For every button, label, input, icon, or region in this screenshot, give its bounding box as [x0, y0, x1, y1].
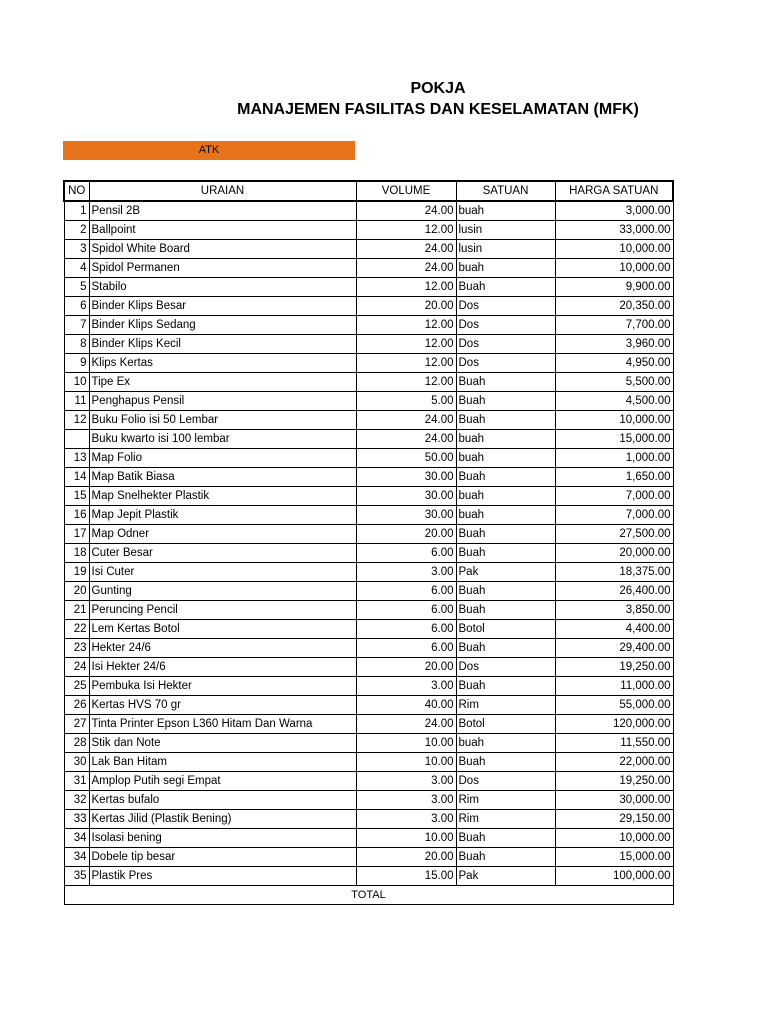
- table-row: [64, 791, 673, 810]
- row-no: 7: [64, 316, 89, 335]
- row-uraian: Spidol Permanen: [89, 259, 356, 278]
- row-no: 27: [64, 715, 89, 734]
- row-uraian: Buku Folio isi 50 Lembar: [89, 411, 356, 430]
- row-satuan: buah: [456, 487, 555, 506]
- row-harga-satuan: 7,000.00: [555, 487, 673, 506]
- row-harga-satuan: 7,700.00: [555, 316, 673, 335]
- row-uraian: Lak Ban Hitam: [89, 753, 356, 772]
- row-no: 30: [64, 753, 89, 772]
- table-row: [64, 373, 673, 392]
- row-satuan: Dos: [456, 297, 555, 316]
- section-label-atk: ATK: [63, 141, 355, 160]
- row-no: 22: [64, 620, 89, 639]
- row-no: [64, 430, 89, 449]
- row-satuan: Buah: [456, 468, 555, 487]
- row-volume: 6.00: [356, 620, 456, 639]
- row-no: 3: [64, 240, 89, 259]
- row-harga-satuan: 1,000.00: [555, 449, 673, 468]
- table-row: [64, 639, 673, 658]
- row-uraian: Spidol White Board: [89, 240, 356, 259]
- row-volume: 3.00: [356, 810, 456, 829]
- table-row: [64, 201, 673, 221]
- row-harga-satuan: 27,500.00: [555, 525, 673, 544]
- table-row: [64, 582, 673, 601]
- row-harga-satuan: 4,500.00: [555, 392, 673, 411]
- row-volume: 6.00: [356, 582, 456, 601]
- row-volume: 20.00: [356, 525, 456, 544]
- row-satuan: Buah: [456, 639, 555, 658]
- row-uraian: Isi Cuter: [89, 563, 356, 582]
- row-no: 18: [64, 544, 89, 563]
- row-volume: 15.00: [356, 867, 456, 886]
- header-satuan: SATUAN: [456, 181, 555, 201]
- row-volume: 24.00: [356, 411, 456, 430]
- row-harga-satuan: 10,000.00: [555, 829, 673, 848]
- table-row: [64, 848, 673, 867]
- row-no: 21: [64, 601, 89, 620]
- table-row: [64, 658, 673, 677]
- table-row: [64, 316, 673, 335]
- row-volume: 24.00: [356, 259, 456, 278]
- header-uraian: URAIAN: [89, 181, 356, 201]
- row-uraian: Penghapus Pensil: [89, 392, 356, 411]
- row-volume: 20.00: [356, 658, 456, 677]
- table-row: [64, 525, 673, 544]
- row-harga-satuan: 100,000.00: [555, 867, 673, 886]
- row-volume: 24.00: [356, 715, 456, 734]
- row-volume: 20.00: [356, 848, 456, 867]
- row-satuan: Buah: [456, 411, 555, 430]
- row-uraian: Map Odner: [89, 525, 356, 544]
- row-volume: 20.00: [356, 297, 456, 316]
- row-satuan: Buah: [456, 753, 555, 772]
- row-no: 8: [64, 335, 89, 354]
- row-uraian: Dobele tip besar: [89, 848, 356, 867]
- table-row: [64, 487, 673, 506]
- row-harga-satuan: 10,000.00: [555, 240, 673, 259]
- row-satuan: Dos: [456, 658, 555, 677]
- row-harga-satuan: 18,375.00: [555, 563, 673, 582]
- row-volume: 3.00: [356, 791, 456, 810]
- table-row: [64, 506, 673, 525]
- row-no: 10: [64, 373, 89, 392]
- row-satuan: buah: [456, 201, 555, 221]
- table-row: [64, 810, 673, 829]
- row-harga-satuan: 33,000.00: [555, 221, 673, 240]
- row-harga-satuan: 26,400.00: [555, 582, 673, 601]
- row-no: 34: [64, 848, 89, 867]
- row-no: 20: [64, 582, 89, 601]
- row-satuan: Buah: [456, 677, 555, 696]
- row-volume: 10.00: [356, 734, 456, 753]
- row-satuan: Buah: [456, 601, 555, 620]
- row-harga-satuan: 10,000.00: [555, 411, 673, 430]
- row-harga-satuan: 4,950.00: [555, 354, 673, 373]
- header-volume: VOLUME: [356, 181, 456, 201]
- table-row: [64, 544, 673, 563]
- row-harga-satuan: 29,400.00: [555, 639, 673, 658]
- table-row: [64, 354, 673, 373]
- row-volume: 12.00: [356, 373, 456, 392]
- header-harga-satuan: HARGA SATUAN: [555, 181, 673, 201]
- row-satuan: Buah: [456, 373, 555, 392]
- table-row: [64, 240, 673, 259]
- row-volume: 3.00: [356, 563, 456, 582]
- row-no: 11: [64, 392, 89, 411]
- row-harga-satuan: 120,000.00: [555, 715, 673, 734]
- row-volume: 24.00: [356, 240, 456, 259]
- row-no: 19: [64, 563, 89, 582]
- row-harga-satuan: 22,000.00: [555, 753, 673, 772]
- row-volume: 30.00: [356, 487, 456, 506]
- row-no: 12: [64, 411, 89, 430]
- row-uraian: Map Jepit Plastik: [89, 506, 356, 525]
- row-harga-satuan: 1,650.00: [555, 468, 673, 487]
- row-harga-satuan: 4,400.00: [555, 620, 673, 639]
- row-uraian: Kertas Jilid (Plastik Bening): [89, 810, 356, 829]
- table-row: [64, 430, 673, 449]
- row-harga-satuan: 30,000.00: [555, 791, 673, 810]
- row-harga-satuan: 3,850.00: [555, 601, 673, 620]
- row-uraian: Tipe Ex: [89, 373, 356, 392]
- total-label: TOTAL: [64, 886, 673, 905]
- row-no: 23: [64, 639, 89, 658]
- row-no: 17: [64, 525, 89, 544]
- row-satuan: buah: [456, 449, 555, 468]
- table-body: [64, 201, 673, 886]
- row-volume: 6.00: [356, 544, 456, 563]
- row-satuan: Rim: [456, 810, 555, 829]
- row-satuan: lusin: [456, 221, 555, 240]
- table-row: [64, 601, 673, 620]
- row-harga-satuan: 10,000.00: [555, 259, 673, 278]
- row-harga-satuan: 11,000.00: [555, 677, 673, 696]
- row-no: 15: [64, 487, 89, 506]
- table-row: [64, 392, 673, 411]
- row-satuan: Buah: [456, 278, 555, 297]
- row-satuan: Buah: [456, 525, 555, 544]
- row-no: 16: [64, 506, 89, 525]
- row-volume: 30.00: [356, 468, 456, 487]
- row-uraian: Map Batik Biasa: [89, 468, 356, 487]
- row-volume: 24.00: [356, 430, 456, 449]
- row-volume: 30.00: [356, 506, 456, 525]
- row-volume: 10.00: [356, 829, 456, 848]
- row-uraian: Map Folio: [89, 449, 356, 468]
- row-volume: 6.00: [356, 601, 456, 620]
- row-harga-satuan: 19,250.00: [555, 658, 673, 677]
- row-uraian: Binder Klips Besar: [89, 297, 356, 316]
- row-uraian: Isi Hekter 24/6: [89, 658, 356, 677]
- row-no: 26: [64, 696, 89, 715]
- row-harga-satuan: 29,150.00: [555, 810, 673, 829]
- table-row: [64, 867, 673, 886]
- total-row: [64, 886, 673, 905]
- row-satuan: buah: [456, 430, 555, 449]
- row-satuan: Pak: [456, 867, 555, 886]
- row-uraian: Lem Kertas Botol: [89, 620, 356, 639]
- row-volume: 6.00: [356, 639, 456, 658]
- row-volume: 5.00: [356, 392, 456, 411]
- row-volume: 12.00: [356, 221, 456, 240]
- row-uraian: Amplop Putih segi Empat: [89, 772, 356, 791]
- row-volume: 12.00: [356, 354, 456, 373]
- row-harga-satuan: 20,000.00: [555, 544, 673, 563]
- row-no: 1: [64, 201, 89, 221]
- row-harga-satuan: 3,000.00: [555, 201, 673, 221]
- row-uraian: Binder Klips Kecil: [89, 335, 356, 354]
- row-satuan: buah: [456, 259, 555, 278]
- row-uraian: Tinta Printer Epson L360 Hitam Dan Warna: [89, 715, 356, 734]
- row-no: 13: [64, 449, 89, 468]
- row-no: 4: [64, 259, 89, 278]
- document-subtitle: MANAJEMEN FASILITAS DAN KESELAMATAN (MFK): [237, 101, 639, 118]
- row-volume: 3.00: [356, 677, 456, 696]
- row-uraian: Plastik Pres: [89, 867, 356, 886]
- table-row: [64, 278, 673, 297]
- row-volume: 10.00: [356, 753, 456, 772]
- row-uraian: Kertas HVS 70 gr: [89, 696, 356, 715]
- row-uraian: Buku kwarto isi 100 lembar: [89, 430, 356, 449]
- row-uraian: Pembuka Isi Hekter: [89, 677, 356, 696]
- table-header-row: [64, 181, 673, 201]
- row-harga-satuan: 3,960.00: [555, 335, 673, 354]
- row-volume: 12.00: [356, 316, 456, 335]
- row-harga-satuan: 5,500.00: [555, 373, 673, 392]
- row-no: 14: [64, 468, 89, 487]
- row-uraian: Ballpoint: [89, 221, 356, 240]
- row-harga-satuan: 7,000.00: [555, 506, 673, 525]
- row-no: 35: [64, 867, 89, 886]
- table-row: [64, 620, 673, 639]
- table-row: [64, 335, 673, 354]
- row-no: 2: [64, 221, 89, 240]
- row-satuan: Buah: [456, 544, 555, 563]
- row-satuan: buah: [456, 506, 555, 525]
- row-satuan: Buah: [456, 392, 555, 411]
- document-title: POKJA: [410, 80, 466, 97]
- table-row: [64, 734, 673, 753]
- table-row: [64, 753, 673, 772]
- row-satuan: Pak: [456, 563, 555, 582]
- row-uraian: Stik dan Note: [89, 734, 356, 753]
- row-uraian: Stabilo: [89, 278, 356, 297]
- row-satuan: Buah: [456, 829, 555, 848]
- table-row: [64, 449, 673, 468]
- row-uraian: Map Snelhekter Plastik: [89, 487, 356, 506]
- row-harga-satuan: 15,000.00: [555, 430, 673, 449]
- row-uraian: Gunting: [89, 582, 356, 601]
- table-row: [64, 411, 673, 430]
- table-row: [64, 563, 673, 582]
- row-satuan: Rim: [456, 791, 555, 810]
- row-no: 9: [64, 354, 89, 373]
- row-satuan: buah: [456, 734, 555, 753]
- row-satuan: Buah: [456, 848, 555, 867]
- row-volume: 12.00: [356, 278, 456, 297]
- table-row: [64, 297, 673, 316]
- row-uraian: Isolasi bening: [89, 829, 356, 848]
- row-no: 6: [64, 297, 89, 316]
- row-no: 24: [64, 658, 89, 677]
- row-no: 5: [64, 278, 89, 297]
- row-volume: 3.00: [356, 772, 456, 791]
- row-harga-satuan: 19,250.00: [555, 772, 673, 791]
- row-satuan: lusin: [456, 240, 555, 259]
- row-no: 33: [64, 810, 89, 829]
- row-satuan: Dos: [456, 354, 555, 373]
- row-satuan: Dos: [456, 316, 555, 335]
- header-no: NO: [64, 181, 89, 201]
- row-satuan: Dos: [456, 772, 555, 791]
- row-uraian: Kertas bufalo: [89, 791, 356, 810]
- row-volume: 12.00: [356, 335, 456, 354]
- row-satuan: Botol: [456, 620, 555, 639]
- row-volume: 40.00: [356, 696, 456, 715]
- row-no: 34: [64, 829, 89, 848]
- table-row: [64, 259, 673, 278]
- row-no: 25: [64, 677, 89, 696]
- row-uraian: Binder Klips Sedang: [89, 316, 356, 335]
- row-harga-satuan: 9,900.00: [555, 278, 673, 297]
- row-satuan: Buah: [456, 582, 555, 601]
- row-volume: 24.00: [356, 201, 456, 221]
- row-no: 31: [64, 772, 89, 791]
- row-harga-satuan: 11,550.00: [555, 734, 673, 753]
- table-row: [64, 677, 673, 696]
- table-row: [64, 696, 673, 715]
- table-row: [64, 468, 673, 487]
- row-no: 32: [64, 791, 89, 810]
- row-uraian: Klips Kertas: [89, 354, 356, 373]
- row-harga-satuan: 55,000.00: [555, 696, 673, 715]
- row-harga-satuan: 15,000.00: [555, 848, 673, 867]
- table-row: [64, 715, 673, 734]
- table-row: [64, 829, 673, 848]
- row-uraian: Peruncing Pencil: [89, 601, 356, 620]
- row-uraian: Pensil 2B: [89, 201, 356, 221]
- row-no: 28: [64, 734, 89, 753]
- row-uraian: Cuter Besar: [89, 544, 356, 563]
- row-satuan: Rim: [456, 696, 555, 715]
- row-uraian: Hekter 24/6: [89, 639, 356, 658]
- row-harga-satuan: 20,350.00: [555, 297, 673, 316]
- row-satuan: Dos: [456, 335, 555, 354]
- table-row: [64, 772, 673, 791]
- row-satuan: Botol: [456, 715, 555, 734]
- row-volume: 50.00: [356, 449, 456, 468]
- table-row: [64, 221, 673, 240]
- items-table: [63, 180, 674, 905]
